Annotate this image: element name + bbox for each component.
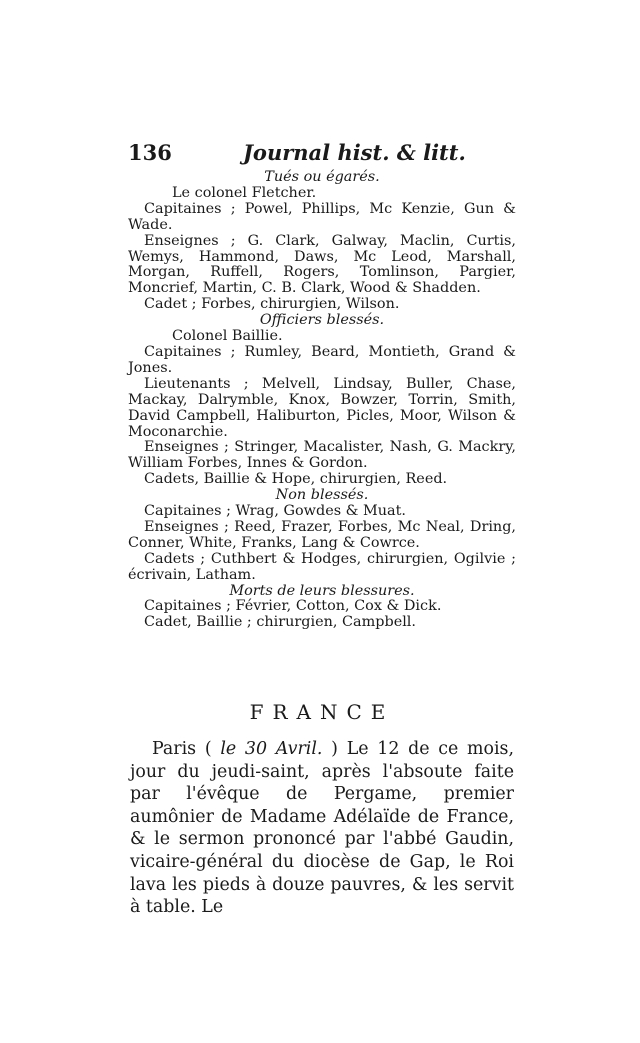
heading-non-blesses: Non blessés. — [275, 487, 369, 504]
non-capitaines: Capitaines ; Wrag, Gowdes & Muat. — [144, 503, 406, 520]
page-number: 136 — [128, 140, 172, 165]
tues-capitaines: Capitaines ; Powel, Phillips, Mc Kenzie, Gun & Wade. — [128, 200, 516, 233]
tues-cadet: Cadet ; Forbes, chirurgien, Wilson. — [144, 296, 400, 313]
blesses-cadets: Cadets, Baillie & Hope, chirurgien, Reed. — [144, 471, 448, 488]
page-header — [128, 140, 513, 168]
article-paragraph: Paris ( le 30 Avril. ) Le 12 de ce mois, jour du jeudi-saint, après l'absoute faite par l'évêque de Pergame, premier aumônier de Madame Adélaïde de France, & le sermon prononcé par l'abbé Gaudin, vicaire-général du diocèse de Gap, le Roi lava les pieds à douze pauvres, & les servit à table. Le — [130, 739, 515, 918]
blesses-capitaines: Capitaines ; Rumley, Beard, Montieth, Grand & Jones. — [128, 343, 516, 376]
article-place: Paris — [152, 739, 197, 759]
morts-cadet: Cadet, Baillie ; chirurgien, Campbell. — [144, 614, 416, 631]
casualty-lists — [128, 170, 516, 631]
running-title: Journal hist. & litt. — [243, 140, 466, 165]
article-date: le 30 Avril. — [220, 739, 323, 759]
morts-capitaines: Capitaines ; Février, Cotton, Cox & Dick. — [144, 598, 442, 615]
blesses-lieutenants: Lieutenants ; Melvell, Lindsay, Buller, Chase, Mackay, Dalrymble, Knox, Bowzer, Torrin, Smith, David Campbell, Haliburton, Picles, Moor, Wilson & Moconarchie. — [128, 375, 516, 440]
article-text: Le 12 de ce mois, jour du jeudi-saint, après l'absoute faite par l'évêque de Pergame, premier aumônier de Madame Adélaïde de France, & le sermon prononcé par l'abbé Gaudin, vicaire-général du diocèse de Gap, le Roi lava les pieds à douze pauvres, & les servit à table. Le — [130, 739, 515, 918]
tues-colonel: Le colonel Fletcher. — [172, 184, 317, 201]
heading-morts: Morts de leurs blessures. — [229, 582, 415, 599]
tues-enseignes: Enseignes ; G. Clark, Galway, Maclin, Curtis, Wemys, Hammond, Daws, Mc Leod, Marshall, Morgan, Ruffell, Rogers, Tomlinson, Pargier, Moncrief, Martin, C. B. Clark, Wood & Shadden. — [128, 232, 516, 297]
non-cadets: Cadets ; Cuthbert & Hodges, chirurgien, Ogilvie ; écrivain, Latham. — [128, 550, 516, 583]
article-body — [130, 738, 514, 919]
non-enseignes: Enseignes ; Reed, Frazer, Forbes, Mc Neal, Dring, Conner, White, Franks, Lang & Cowrce. — [128, 518, 516, 551]
blesses-enseignes: Enseignes ; Stringer, Macalister, Nash, G. Mackry, William Forbes, Innes & Gordon. — [128, 439, 516, 472]
blesses-colonel: Colonel Baillie. — [172, 328, 283, 345]
heading-blesses: Officiers blessés. — [259, 312, 385, 329]
heading-tues: Tués ou égarés. — [264, 169, 380, 185]
section-title: FRANCE — [249, 700, 395, 724]
